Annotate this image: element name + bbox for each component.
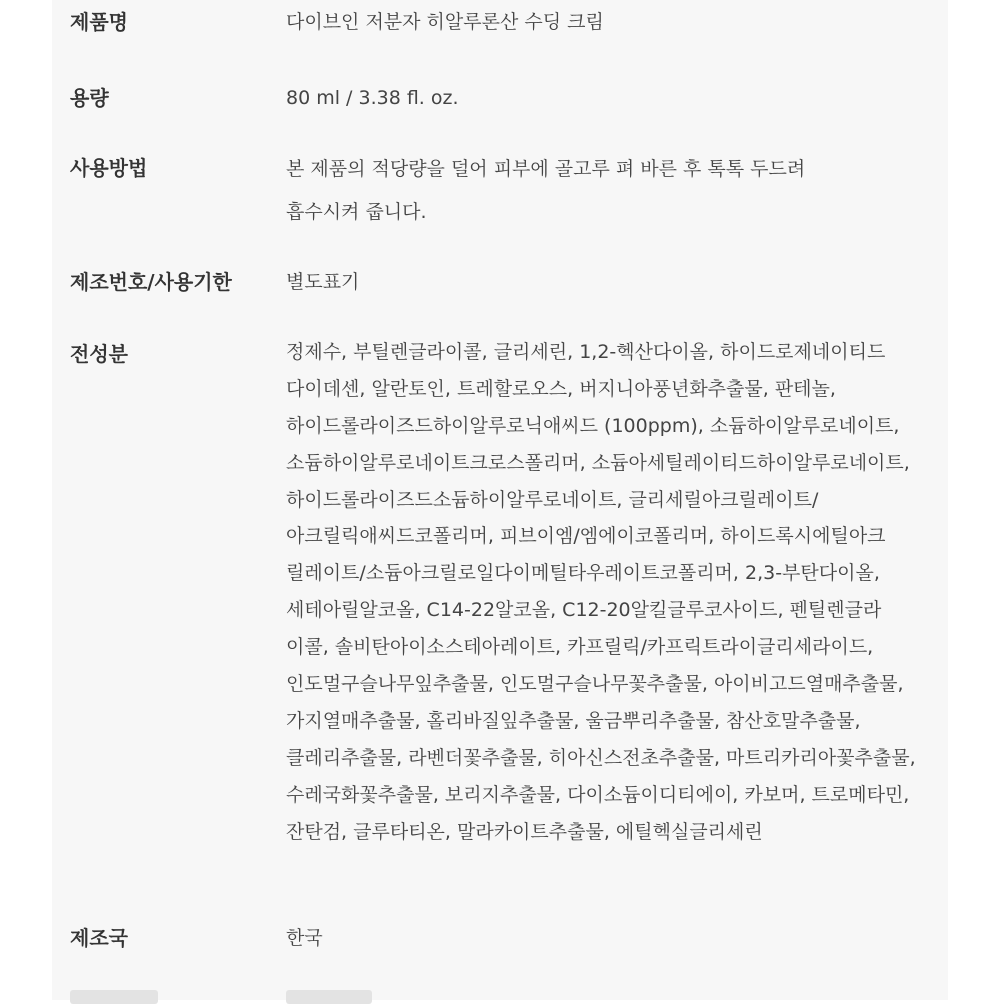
ingredients-line: 클레리추출물, 라벤더꽃추출물, 히아신스전초추출물, 마트리카리아꽃추출물, — [286, 746, 916, 769]
cutoff-next-label — [70, 990, 158, 1004]
product-name-label: 제품명 — [70, 10, 128, 34]
lot-expiry-value: 별도표기 — [286, 271, 360, 293]
ingredients-line: 이콜, 솔비탄아이소스테아레이트, 카프릴릭/카프릭트라이글리세라이드, — [286, 636, 874, 659]
ingredients-line: 릴레이트/소듐아크릴로일다이메틸타우레이트코폴리머, 2,3-부탄다이올, — [286, 562, 880, 585]
usage-line: 본 제품의 적당량을 덜어 피부에 골고루 펴 바른 후 톡톡 두드려 — [286, 158, 806, 180]
country-label: 제조국 — [70, 926, 128, 950]
ingredients-line: 잔탄검, 글루타티온, 말라카이트추출물, 에틸헥실글리세린 — [286, 820, 763, 843]
ingredients-line: 인도멀구슬나무잎추출물, 인도멀구슬나무꽃추출물, 아이비고드열매추출물, — [286, 673, 904, 696]
usage-label: 사용방법 — [70, 156, 148, 180]
ingredients-line: 하이드롤라이즈드하이알루로닉애씨드 (100ppm), 소듐하이알루로네이트, — [286, 414, 900, 437]
ingredients-label: 전성분 — [70, 342, 128, 366]
volume-value: 80 ml / 3.38 fl. oz. — [286, 87, 459, 109]
ingredients-line: 소듐하이알루로네이트크로스폴리머, 소듐아세틸레이티드하이알루로네이트, — [286, 451, 910, 474]
cutoff-next-value — [286, 990, 372, 1004]
ingredients-value — [286, 334, 936, 850]
product-name-value: 다이브인 저분자 히알루론산 수딩 크림 — [286, 11, 604, 33]
ingredients-line: 수레국화꽃추출물, 보리지추출물, 다이소듐이디티에이, 카보머, 트로메타민, — [286, 783, 910, 806]
ingredients-line: 하이드롤라이즈드소듐하이알루로네이트, 글리세릴아크릴레이트/ — [286, 488, 819, 511]
usage-value — [286, 148, 936, 223]
ingredients-line: 정제수, 부틸렌글라이콜, 글리세린, 1,2-헥산다이올, 하이드로제네이티드 — [286, 341, 886, 363]
ingredients-line: 아크릴릭애씨드코폴리머, 피브이엠/엠에이코폴리머, 하이드록시에틸아크 — [286, 525, 886, 548]
ingredients-line: 세테아릴알코올, C14-22알코올, C12-20알킬글루코사이드, 펜틸렌글라 — [286, 599, 882, 622]
volume-label: 용량 — [70, 86, 109, 110]
lot-expiry-label: 제조번호/사용기한 — [70, 270, 232, 294]
ingredients-line: 가지열매추출물, 홀리바질잎추출물, 울금뿌리추출물, 참산호말추출물, — [286, 709, 861, 732]
ingredients-line: 다이데센, 알란토인, 트레할로오스, 버지니아풍년화추출물, 판테놀, — [286, 377, 836, 400]
country-value: 한국 — [286, 927, 323, 949]
usage-line: 흡수시켜 줍니다. — [286, 201, 427, 223]
